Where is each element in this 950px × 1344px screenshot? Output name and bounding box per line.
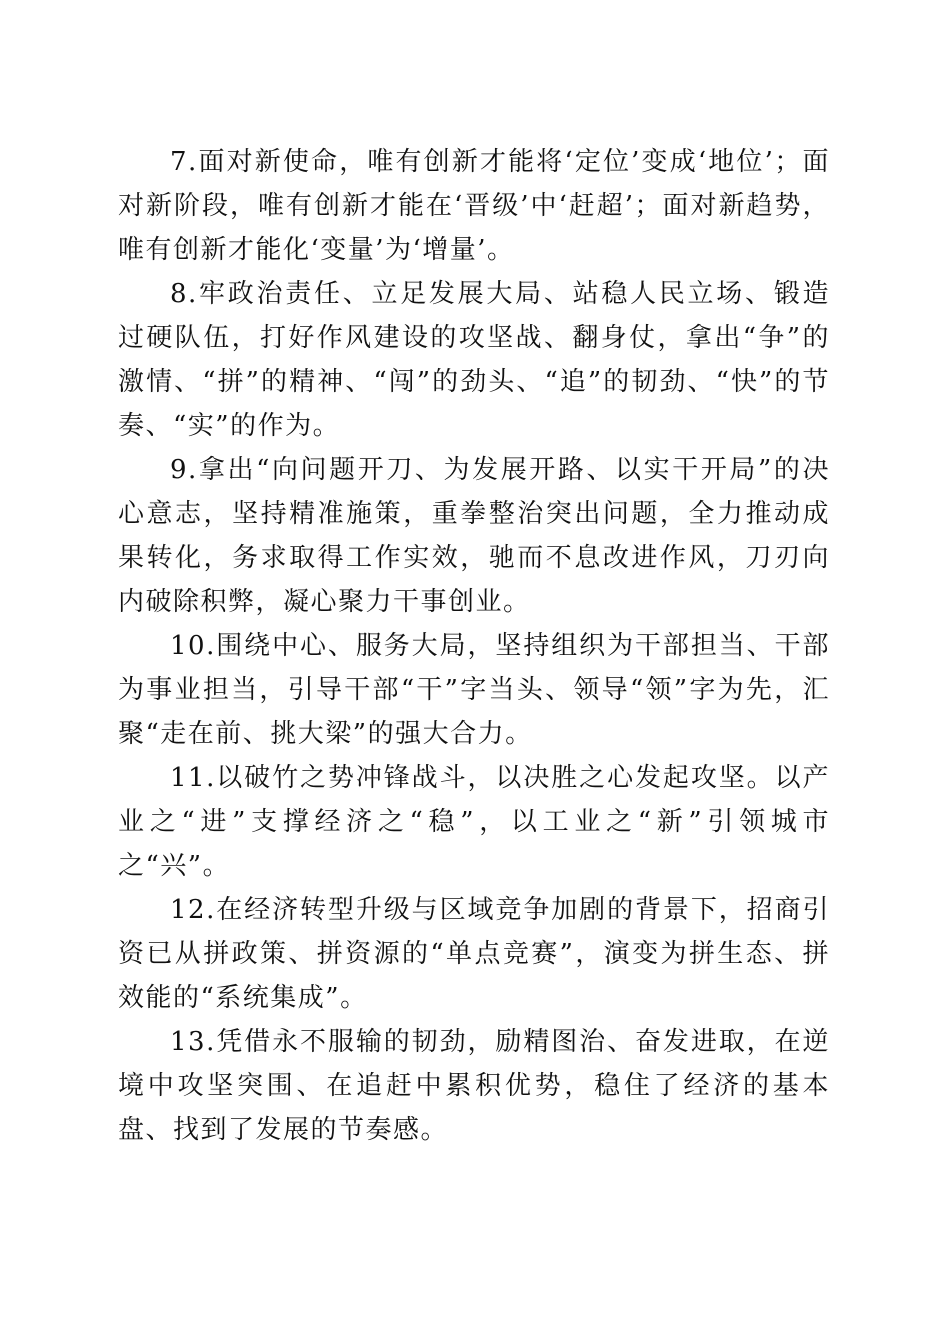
paragraph-9: 9.拿出“向问题开刀、为发展开路、以实干开局”的决心意志，坚持精准施策，重拳整治突出问题，全力推动成果转化，务求取得工作实效，驰而不息改进作风，刀刃向内破除积弊，凝心聚力干事创业。 — [118, 455, 830, 617]
paragraph-11: 11.以破竹之势冲锋战斗，以决胜之心发起攻坚。以产业之“进”支撑经济之“稳”，以工业之“新”引领城市之“兴”。 — [118, 763, 830, 881]
paragraph-13: 13.凭借永不服输的韧劲，励精图治、奋发进取，在逆境中攻坚突围、在追赶中累积优势，稳住了经济的基本盘、找到了发展的节奏感。 — [118, 1027, 830, 1145]
document-body — [118, 140, 830, 1152]
paragraph-7: 7.面对新使命，唯有创新才能将‘定位’变成‘地位’；面对新阶段，唯有创新才能在‘晋级’中‘赶超’；面对新趋势，唯有创新才能化‘变量’为‘增量’。 — [118, 147, 830, 265]
paragraph-10: 10.围绕中心、服务大局，坚持组织为干部担当、干部为事业担当，引导干部“干”字当头、领导“领”字为先，汇聚“走在前、挑大梁”的强大合力。 — [118, 631, 830, 749]
paragraph-12: 12.在经济转型升级与区域竞争加剧的背景下，招商引资已从拼政策、拼资源的“单点竞赛”，演变为拼生态、拼效能的“系统集成”。 — [118, 895, 830, 1013]
paragraph-8: 8.牢政治责任、立足发展大局、站稳人民立场、锻造过硬队伍，打好作风建设的攻坚战、翻身仗，拿出“争”的激情、“拼”的精神、“闯”的劲头、“追”的韧劲、“快”的节奏、“实”的作为。 — [118, 279, 830, 441]
